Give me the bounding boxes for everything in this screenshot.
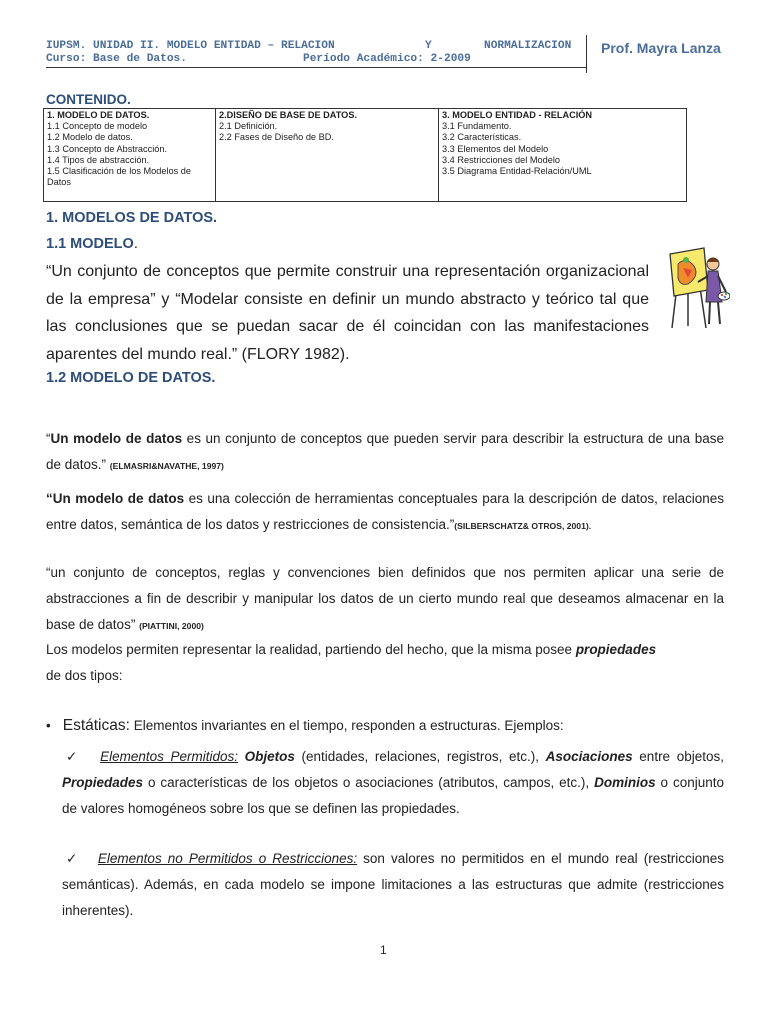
contents-item: 3.2 Características.	[442, 132, 522, 143]
quote-mark: “	[46, 431, 51, 446]
allowed-elements-label: Elementos Permitidos:	[100, 749, 238, 764]
definition-text: “un conjunto de conceptos, reglas y convenciones bien definidos que nos permiten aplicar una serie de abstracciones a fin de describir y manipular los datos de un cierto mundo real que deseamos almacenar en la base de datos”	[46, 565, 724, 632]
section-1-1-title-text: 1.1 MODELO	[46, 236, 134, 252]
model-definition-quote: “Un conjunto de conceptos que permite construir una representación organizacional de la empresa” y “Modelar consiste en definir un mundo abstracto y teórico tal que las conclusiones que se puedan sacar de él coincidan con las manifestaciones aparentes del mundo real.” (FLORY 1982).	[46, 263, 649, 363]
contents-item: 1.2 Modelo de datos.	[47, 132, 133, 143]
allowed-text: o conjunto de valores homogéneos sobre los que se definen las propiedades.	[62, 775, 724, 816]
contents-column-3	[439, 109, 687, 202]
contents-column-2	[216, 109, 439, 202]
bullet-static	[46, 717, 564, 735]
header-professor: Prof. Mayra Lanza	[601, 40, 721, 56]
term-modelo-datos: “Un modelo de datos	[46, 491, 185, 506]
citation: (SILBERSCHATZ& OTROS, 2001).	[454, 521, 592, 531]
header-rule	[46, 67, 586, 68]
definition-elmasri	[46, 426, 724, 479]
contents-item: 1.4 Tipos de abstracción.	[47, 154, 150, 165]
page-number: 1	[380, 943, 387, 957]
section-1-1-title	[46, 236, 138, 252]
contents-item: 1.1 Concepto de modelo	[47, 121, 148, 132]
header-course-name: Curso: Base de Datos.	[46, 53, 187, 65]
check-allowed-elements	[62, 744, 724, 822]
section-1-2-title: 1.2 MODELO DE DATOS.	[46, 370, 216, 386]
static-label: Estáticas:	[62, 717, 130, 734]
contents-item: 3.4 Restricciones del Modelo	[442, 154, 560, 165]
checkmark-icon: ✓	[66, 851, 80, 866]
allowed-text: (entidades, relaciones, registros, etc.),	[294, 749, 546, 764]
properties-intro-end: de dos tipos:	[46, 668, 123, 683]
header-academic-period: Período Académico: 2-2009	[303, 53, 471, 65]
restrictions-text: son valores no permitidos en el mundo real (restricciones semánticas). Además, en cada modelo se impone limitaciones a las estructuras que admite (restricciones inherentes).	[62, 851, 724, 918]
checkmark-icon: ✓	[66, 749, 81, 764]
definition-text: es un conjunto de conceptos que pueden servir para describir la estructura de una base de datos.”	[46, 431, 724, 472]
section-1-title: 1. MODELOS DE DATOS.	[46, 210, 218, 226]
term-objetos: Objetos	[244, 749, 295, 764]
contents-heading: CONTENIDO.	[46, 92, 131, 107]
definition-silberschatz	[46, 486, 724, 539]
term-dominios: Dominios	[594, 775, 656, 790]
definition-piattini	[46, 560, 724, 639]
term-propiedades: propiedades	[575, 642, 657, 657]
contents-item: 1.5 Clasificación de los Modelos de Datos	[47, 166, 192, 188]
definition-text: es una colección de herramientas conceptuales para la descripción de datos, relaciones entre datos, semántica de los datos y restricciones de consistencia.”	[46, 491, 724, 532]
properties-intro-text: Los modelos permiten representar la realidad, partiendo del hecho, que la misma posee	[46, 642, 576, 657]
term-modelo-datos: Un modelo de datos	[50, 431, 183, 446]
static-text: Elementos invariantes en el tiempo, responden a estructuras. Ejemplos:	[129, 718, 564, 733]
allowed-text: entre objetos,	[632, 749, 724, 764]
restrictions-label: Elementos no Permitidos o Restricciones:	[97, 851, 358, 866]
contents-item: 3.1 Fundamento.	[442, 121, 512, 132]
header-course-title-normalizacion: NORMALIZACION	[484, 40, 572, 52]
section-1-1-title-dot: .	[133, 236, 138, 252]
contents-table	[43, 108, 687, 202]
contents-item: 3.5 Diagrama Entidad-Relación/UML	[442, 166, 592, 177]
citation: (PIATTINI, 2000)	[139, 621, 204, 631]
bullet-icon: •	[46, 718, 51, 733]
allowed-text: o características de los objetos o asociaciones (atributos, campos, etc.),	[143, 775, 595, 790]
properties-intro	[46, 637, 724, 689]
check-restrictions	[62, 846, 724, 924]
contents-item: 2.2 Fases de Diseño de BD.	[219, 132, 334, 143]
contents-item: 1.3 Concepto de Abstracción.	[47, 143, 168, 154]
citation: (ELMASRI&NAVATHE, 1997)	[109, 461, 224, 471]
header-course-title-y: Y	[425, 40, 432, 52]
term-asociaciones: Asociaciones	[545, 749, 633, 764]
term-propiedades: Propiedades	[62, 775, 144, 790]
artist-easel-icon	[666, 240, 730, 330]
header-course-title: IUPSM. UNIDAD II. MODELO ENTIDAD – RELACION	[46, 40, 335, 52]
contents-item: 2.1 Definición.	[219, 121, 278, 132]
contents-item: 3.3 Elementos del Modelo	[442, 143, 549, 154]
contents-column-title: 2.DISEÑO DE BASE DE DATOS.	[219, 110, 358, 120]
header-divider	[586, 35, 587, 73]
contents-column-title: 1. MODELO DE DATOS.	[47, 110, 150, 120]
contents-column-title: 3. MODELO ENTIDAD - RELACIÓN	[442, 110, 593, 120]
contents-column-1	[44, 109, 216, 202]
